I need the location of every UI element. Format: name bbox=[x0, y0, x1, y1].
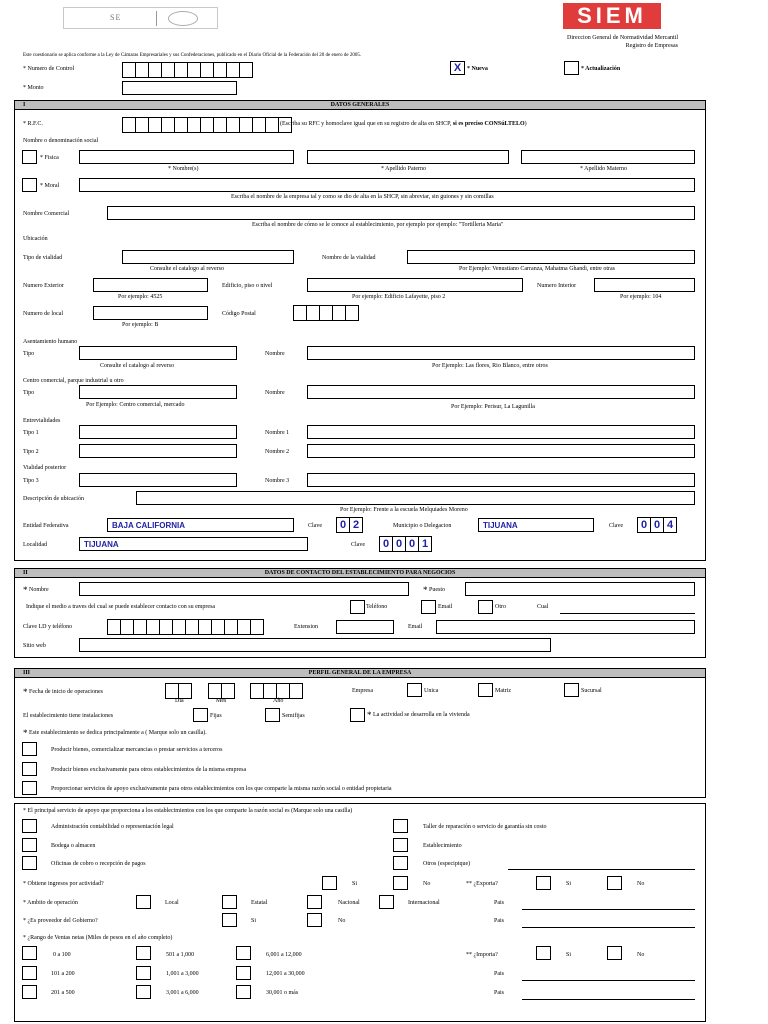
rango-8-checkbox[interactable] bbox=[136, 985, 151, 999]
apoyo-6-label: Otros (especipique) bbox=[423, 861, 471, 867]
importa-si-checkbox[interactable] bbox=[536, 946, 551, 960]
razon-social-label: Nombre o denominación social bbox=[23, 138, 99, 144]
email-label: Email bbox=[438, 604, 453, 610]
moral-hint: Escriba el nombre de la empresa tal y como se dio de alta en la SHCP, sin abreviar, sin guiones y sin comillas bbox=[231, 194, 494, 200]
importa-pais-label: Pais bbox=[494, 971, 505, 977]
contacto-nombre-label: * Nombre bbox=[23, 585, 49, 595]
email-checkbox[interactable] bbox=[421, 600, 436, 614]
localidad-clave-label: Clave bbox=[351, 542, 365, 548]
numero-interior-hint: Por ejemplo: 104 bbox=[620, 294, 662, 300]
otros-especifique-line[interactable] bbox=[508, 869, 695, 870]
email2-label: Email bbox=[408, 624, 423, 630]
importa-si-label: Si bbox=[566, 952, 572, 958]
directorate-name: Direccion General de Normatividad Mercantil bbox=[567, 35, 678, 41]
logo-divider bbox=[156, 11, 157, 26]
ambito-local-checkbox[interactable] bbox=[136, 895, 151, 909]
tipo1-label: Tipo 1 bbox=[23, 430, 39, 436]
apellido-materno-field[interactable] bbox=[521, 150, 695, 164]
numero-exterior-label: Numero Exterior bbox=[23, 283, 64, 289]
municipio-label: Municipio o Delegacion bbox=[393, 523, 452, 529]
municipio-clave-digit[interactable]: 0 bbox=[650, 517, 664, 533]
ingresos-si-label: Si bbox=[352, 881, 358, 887]
ambito-label: * Ambito de operación bbox=[23, 900, 78, 906]
importa-pais2-label: Pais bbox=[494, 990, 505, 996]
contacto-nombre-field[interactable] bbox=[79, 582, 409, 596]
ambito-internacional-checkbox[interactable] bbox=[379, 895, 394, 909]
section-iii-continued bbox=[14, 803, 706, 1022]
asentamiento-tipo-label: Tipo bbox=[23, 351, 35, 357]
asentamiento-nombre-field[interactable] bbox=[307, 346, 695, 360]
localidad-clave-digit[interactable]: 0 bbox=[405, 536, 419, 552]
asentamiento-tipo-hint: Consulte el catalogo al reverso bbox=[100, 363, 174, 369]
centro-nombre-field[interactable] bbox=[307, 385, 695, 399]
apellido-paterno-caption: * Apellido Paterno bbox=[381, 166, 426, 172]
municipio-clave-label: Clave bbox=[609, 523, 623, 529]
importa-label: ** ¿Importa? bbox=[466, 952, 498, 958]
importa-pais2-line[interactable] bbox=[522, 999, 695, 1000]
actividad-2-checkbox[interactable] bbox=[22, 762, 37, 776]
descripcion-label: Descripción de ubicación bbox=[23, 496, 84, 502]
nombre-field[interactable] bbox=[79, 150, 294, 164]
municipio-clave-digit[interactable]: 4 bbox=[663, 517, 677, 533]
extension-field[interactable] bbox=[336, 620, 394, 634]
fecha-anio-cells[interactable] bbox=[250, 683, 302, 699]
se-logo bbox=[63, 7, 218, 29]
rango-3-checkbox[interactable] bbox=[236, 946, 251, 960]
centro-nombre-hint: Por Ejemplo: Perisur, La Lagunilla bbox=[451, 404, 535, 410]
puesto-field[interactable] bbox=[465, 582, 695, 596]
fecha-dia-cells[interactable] bbox=[165, 683, 191, 699]
municipio-field[interactable] bbox=[478, 518, 594, 532]
tipo-vialidad-field[interactable] bbox=[122, 250, 294, 264]
comercial-field[interactable] bbox=[107, 206, 695, 220]
apoyo-2-checkbox[interactable] bbox=[22, 838, 37, 852]
localidad-field[interactable] bbox=[79, 537, 308, 551]
fijas-checkbox[interactable] bbox=[193, 708, 208, 722]
rango-ventas-label: * ¿Rango de Ventas netas (Miles de pesos en el año completo) bbox=[23, 935, 173, 941]
localidad-clave-digit[interactable]: 1 bbox=[418, 536, 432, 552]
apoyo-2-label: Bodega o almacen bbox=[51, 843, 96, 849]
centro-tipo-hint: Por Ejemplo: Centro comercial, mercado bbox=[86, 402, 185, 408]
tipo1-field[interactable] bbox=[79, 425, 237, 439]
section-iii-number: III bbox=[23, 670, 31, 676]
edificio-label: Edificio, piso o nivel bbox=[222, 283, 273, 289]
localidad-label: Localidad bbox=[23, 542, 47, 548]
edificio-field[interactable] bbox=[307, 278, 523, 292]
semifijas-checkbox[interactable] bbox=[265, 708, 280, 722]
actividad-2-label: Producir bienes exclusivamente para otros establecimientos de la misma empresa bbox=[51, 767, 247, 773]
dedica-label: * Este establecimiento se dedica principalmente a ( Marque solo un casilla). bbox=[23, 728, 207, 738]
rango-4-checkbox[interactable] bbox=[22, 966, 37, 980]
fecha-inicio-text: Fecha de inicio de operaciones bbox=[29, 689, 103, 695]
puesto-text: Puesto bbox=[429, 587, 446, 593]
municipio-clave-digit[interactable]: 0 bbox=[637, 517, 651, 533]
unica-checkbox[interactable] bbox=[407, 683, 422, 697]
ingresos-label: * Obtiene ingresos por actividad? bbox=[23, 881, 104, 887]
ambito-internacional-label: Internacional bbox=[408, 900, 440, 906]
matriz-label: Matriz bbox=[495, 688, 511, 694]
mes-label: Mes bbox=[216, 698, 227, 704]
numero-local-field[interactable] bbox=[93, 306, 208, 320]
intro-text: Este cuestionario se aplica conforme a la Ley de Cámaras Empresariales y sus Confederaciones, publicado en el Diario Oficial de la Federación del 20 de enero de 2005. bbox=[23, 53, 362, 58]
asentamiento-nombre-hint: Por Ejemplo: Las flores, Rio Blanco, entre otros bbox=[432, 363, 548, 369]
asentamiento-tipo-field[interactable] bbox=[79, 346, 237, 360]
tipo3-label: Tipo 3 bbox=[23, 478, 39, 484]
rango-9-label: 30,001 o más bbox=[266, 990, 299, 996]
numero-exterior-field[interactable] bbox=[93, 278, 208, 292]
centro-comercial-label: Centro comercial, parque industrial u otro bbox=[23, 378, 124, 384]
ambito-nacional-checkbox[interactable] bbox=[307, 895, 322, 909]
se-logo-text: SE bbox=[110, 13, 122, 22]
numero-interior-field[interactable] bbox=[594, 278, 695, 292]
entidad-label: Entidad Federativa bbox=[23, 523, 69, 529]
rfc-hint bbox=[280, 121, 527, 127]
anio-label: Año bbox=[273, 698, 284, 704]
rango-7-checkbox[interactable] bbox=[22, 985, 37, 999]
apoyo-5-checkbox[interactable] bbox=[393, 838, 408, 852]
control-label: * Numero de Control bbox=[23, 66, 75, 72]
sucursal-checkbox[interactable] bbox=[564, 683, 579, 697]
fisica-checkbox[interactable] bbox=[22, 150, 37, 164]
exporta-pais-label: Pais bbox=[494, 900, 505, 906]
localidad-clave-cells[interactable] bbox=[379, 536, 431, 552]
rango-6-label: 12,001 a 30,000 bbox=[266, 971, 305, 977]
entidad-clave-digit[interactable]: 0 bbox=[336, 517, 350, 533]
nombre-vialidad-hint: Por Ejemplo: Venustiano Carranza, Mahatma Ghandi, entre otras bbox=[459, 266, 616, 272]
rango-1-checkbox[interactable] bbox=[22, 946, 37, 960]
apoyo-6-checkbox[interactable] bbox=[393, 856, 408, 870]
puesto-label: * Puesto bbox=[423, 585, 446, 595]
nombre3-label: Nombre 3 bbox=[265, 478, 290, 484]
proveedor-no-checkbox[interactable] bbox=[307, 913, 322, 927]
rango-1-label: 0 a 100 bbox=[53, 952, 71, 958]
proveedor-si-label: Si bbox=[251, 918, 257, 924]
apoyo-1-label: Administración contabilidad o representación legal bbox=[51, 824, 174, 830]
moral-name-field[interactable] bbox=[79, 178, 695, 192]
entidad-field[interactable] bbox=[107, 518, 294, 532]
apoyo-4-label: Taller de reparación o servicio de garantía sin costo bbox=[423, 824, 547, 830]
centro-nombre-label: Nombre bbox=[265, 390, 285, 396]
localidad-clave-digit[interactable]: 0 bbox=[379, 536, 393, 552]
exporta-no-checkbox[interactable] bbox=[607, 876, 622, 890]
nueva-label: * Nueva bbox=[467, 66, 488, 72]
registry-name: Registro de Empresas bbox=[625, 43, 678, 49]
proveedor-label: * ¿Es proveedor del Gobierno? bbox=[23, 918, 98, 924]
fisica-label: * Fisica bbox=[40, 155, 59, 161]
rango-2-checkbox[interactable] bbox=[136, 946, 151, 960]
descripcion-field[interactable] bbox=[136, 491, 695, 505]
apoyo-5-label: Establecimiento bbox=[423, 843, 462, 849]
entidad-clave-label: Clave bbox=[308, 523, 322, 529]
seal-icon bbox=[168, 11, 198, 26]
entidad-clave-cells[interactable] bbox=[336, 517, 362, 533]
ingresos-si-checkbox[interactable] bbox=[322, 876, 337, 890]
exporta-no-label: No bbox=[637, 881, 645, 887]
siem-logo bbox=[563, 3, 661, 29]
section-i-number: I bbox=[23, 102, 26, 108]
apoyo-1-checkbox[interactable] bbox=[22, 819, 37, 833]
semifijas-label: Semifijas bbox=[282, 713, 305, 719]
vivienda-label: * La actividad se desarrolla en la vivienda bbox=[367, 710, 470, 720]
actividad-1-checkbox[interactable] bbox=[22, 742, 37, 756]
matriz-checkbox[interactable] bbox=[478, 683, 493, 697]
tipo-vialidad-hint: Consulte el catalogo al reverso bbox=[150, 266, 224, 272]
centro-tipo-field[interactable] bbox=[79, 385, 237, 399]
ambito-estatal-checkbox[interactable] bbox=[222, 895, 237, 909]
fecha-mes-cells[interactable] bbox=[208, 683, 234, 699]
apoyo-3-label: Oficinas de cobro o recepción de pagos bbox=[51, 861, 146, 867]
fecha-inicio-label: * Fecha de inicio de operaciones bbox=[23, 687, 103, 697]
rango-6-checkbox[interactable] bbox=[236, 966, 251, 980]
tipo2-field[interactable] bbox=[79, 444, 237, 458]
moral-checkbox[interactable] bbox=[22, 178, 37, 192]
codigo-postal-cells[interactable] bbox=[293, 305, 358, 321]
exporta-si-checkbox[interactable] bbox=[536, 876, 551, 890]
rango-3-label: 6,001 a 12,000 bbox=[266, 952, 302, 958]
rango-2-label: 501 a 1,000 bbox=[166, 952, 195, 958]
proveedor-si-checkbox[interactable] bbox=[222, 913, 237, 927]
tipo2-label: Tipo 2 bbox=[23, 449, 39, 455]
municipio-clave-cells[interactable] bbox=[637, 517, 676, 533]
nombre3-field[interactable] bbox=[307, 473, 695, 487]
nueva-mark: X bbox=[453, 62, 462, 74]
siem-logo-text: SIEM bbox=[577, 3, 647, 28]
section-iii-title: PERFIL GENERAL DE LA EMPRESA bbox=[308, 670, 412, 676]
apoyo-label: * El principal servicio de apoyo que proporciona a los establecimientos con los que comparte la razón social es (Marque solo una casilla) bbox=[23, 808, 353, 814]
contacto-nombre-text: Nombre bbox=[29, 587, 49, 593]
apoyo-4-checkbox[interactable] bbox=[393, 819, 408, 833]
telefono-cells[interactable] bbox=[107, 619, 263, 635]
entrevialidades-label: Entrevialidades bbox=[23, 418, 61, 424]
rango-4-label: 101 a 200 bbox=[51, 971, 75, 977]
entidad-value: BAJA CALIFORNIA bbox=[112, 521, 186, 530]
ambito-nacional-label: Nacional bbox=[338, 900, 360, 906]
descripcion-hint: Por Ejemplo: Frente a la escuela Melquiades Moreno bbox=[340, 507, 468, 513]
unica-label: Unica bbox=[424, 688, 439, 694]
tipo-vialidad-label: Tipo de vialidad bbox=[23, 255, 63, 261]
email-field[interactable] bbox=[436, 620, 695, 634]
nombre2-label: Nombre 2 bbox=[265, 449, 290, 455]
exporta-si-label: Si bbox=[566, 881, 572, 887]
moral-label: * Moral bbox=[40, 183, 60, 189]
exporta-pais2-label: Pais bbox=[494, 918, 505, 924]
actualizacion-checkbox[interactable] bbox=[564, 61, 579, 75]
sucursal-label: Sucursal bbox=[581, 688, 602, 694]
exporta-pais2-line[interactable] bbox=[522, 927, 695, 928]
ambito-local-label: Local bbox=[165, 900, 179, 906]
ingresos-no-checkbox[interactable] bbox=[393, 876, 408, 890]
exporta-label: ** ¿Exporta? bbox=[466, 881, 498, 887]
importa-no-label: No bbox=[637, 952, 645, 958]
rango-9-checkbox[interactable] bbox=[236, 985, 251, 999]
vialidad-posterior-label: Vialidad posterior bbox=[23, 465, 67, 471]
ubicacion-label: Ubicación bbox=[23, 236, 48, 242]
telefono-label: Teléfono bbox=[366, 604, 388, 610]
edificio-hint: Por ejemplo: Edificio Lafayette, piso 2 bbox=[352, 294, 446, 300]
apellido-materno-caption: * Apellido Materno bbox=[580, 166, 627, 172]
section-ii-number: II bbox=[23, 570, 28, 576]
dedica-text: Este establecimiento se dedica principalmente a ( Marque solo un casilla). bbox=[29, 730, 207, 736]
rango-5-label: 1,001 a 3,000 bbox=[166, 971, 199, 977]
comercial-hint: Escriba el nombre de cómo se le conoce al establecimiento, por ejemplo por ejemplo: "Tortilleria Maria" bbox=[252, 222, 504, 228]
nombre-caption: * Nombre(s) bbox=[168, 166, 199, 172]
nombre1-label: Nombre 1 bbox=[265, 430, 290, 436]
sitio-web-label: Sitio web bbox=[23, 643, 46, 649]
numero-interior-label: Numero Interior bbox=[537, 283, 577, 289]
medio-contacto-label: Indique el medio a traves del cual se puede establecer contacto con su empresa bbox=[26, 604, 216, 610]
rango-5-checkbox[interactable] bbox=[136, 966, 151, 980]
section-i-title: DATOS GENERALES bbox=[330, 102, 390, 108]
fijas-label: Fijas bbox=[210, 713, 222, 719]
control-number-cells[interactable] bbox=[122, 62, 252, 78]
rfc-cells[interactable] bbox=[122, 117, 291, 133]
vivienda-checkbox[interactable] bbox=[350, 708, 365, 722]
rango-7-label: 201 a 500 bbox=[51, 990, 75, 996]
numero-exterior-hint: Por ejemplo: 4525 bbox=[118, 294, 163, 300]
dia-label: Dia bbox=[175, 698, 184, 704]
sitio-web-field[interactable] bbox=[79, 638, 551, 652]
section-ii-title: DATOS DE CONTACTO DEL ESTABLECIMIENTO PARA NEGOCIOS bbox=[264, 570, 456, 576]
actualizacion-label: * Actualización bbox=[581, 66, 621, 72]
rfc-hint-close: ) bbox=[524, 121, 527, 127]
telefono-checkbox[interactable] bbox=[350, 600, 365, 614]
tipo3-field[interactable] bbox=[79, 473, 237, 487]
monto-field[interactable] bbox=[122, 81, 237, 95]
exporta-pais-line[interactable] bbox=[522, 909, 695, 910]
ingresos-no-label: No bbox=[423, 881, 431, 887]
actividad-3-checkbox[interactable] bbox=[22, 781, 37, 795]
proveedor-no-label: No bbox=[338, 918, 346, 924]
cual-line[interactable] bbox=[560, 613, 695, 614]
apoyo-3-checkbox[interactable] bbox=[22, 856, 37, 870]
importa-no-checkbox[interactable] bbox=[607, 946, 622, 960]
nombre-vialidad-label: Nombre de la vialidad bbox=[322, 255, 376, 261]
otro-label: Otro bbox=[495, 604, 506, 610]
centro-tipo-label: Tipo bbox=[23, 390, 35, 396]
ambito-estatal-label: Estatal bbox=[251, 900, 268, 906]
cual-label: Cual bbox=[537, 604, 549, 610]
vivienda-text: La actividad se desarrolla en la vivienda bbox=[373, 712, 470, 718]
rango-8-label: 3,001 a 6,000 bbox=[166, 990, 199, 996]
nombre2-field[interactable] bbox=[307, 444, 695, 458]
apellido-paterno-field[interactable] bbox=[307, 150, 509, 164]
numero-local-label: Numero de local bbox=[23, 311, 63, 317]
codigo-postal-label: Código Postal bbox=[222, 311, 256, 317]
nombre1-field[interactable] bbox=[307, 425, 695, 439]
extension-label: Extension bbox=[294, 624, 318, 630]
clave-ld-label: Clave LD y teléfono bbox=[23, 624, 73, 630]
localidad-value: TIJUANA bbox=[84, 540, 119, 549]
instalaciones-label: El establecimiento tiene instalaciones bbox=[23, 713, 114, 719]
actividad-1-label: Producir bienes, comercializar mercancias o prestar servicios a terceros bbox=[51, 747, 223, 753]
asentamiento-label: Asentamiento humano bbox=[23, 339, 78, 345]
nueva-checkbox[interactable] bbox=[450, 61, 465, 75]
nombre-vialidad-field[interactable] bbox=[407, 250, 695, 264]
importa-pais-line[interactable] bbox=[522, 980, 695, 981]
rfc-label: * R.F.C. bbox=[23, 121, 43, 127]
empresa-label: Empresa bbox=[352, 688, 373, 694]
comercial-label: Nombre Comercial bbox=[23, 211, 70, 217]
asentamiento-nombre-label: Nombre bbox=[265, 351, 285, 357]
actividad-3-label: Proporcionar servicios de apoyo exclusivamente para otros establecimientos con los que comparte la misma razón social o entidad propietaria bbox=[51, 786, 392, 792]
municipio-value: TIJUANA bbox=[483, 521, 518, 530]
rfc-hint-text: (Escriba su RFC y homoclave igual que en su registro de alta en SHCP, bbox=[280, 121, 453, 127]
otro-checkbox[interactable] bbox=[478, 600, 493, 614]
monto-label: * Monto bbox=[23, 85, 44, 91]
entidad-clave-digit[interactable]: 2 bbox=[349, 517, 363, 533]
numero-local-hint: Por ejemplo: B bbox=[122, 322, 159, 328]
rfc-hint-emphasis: si es preciso CONSúLTELO bbox=[452, 121, 525, 127]
localidad-clave-digit[interactable]: 0 bbox=[392, 536, 406, 552]
